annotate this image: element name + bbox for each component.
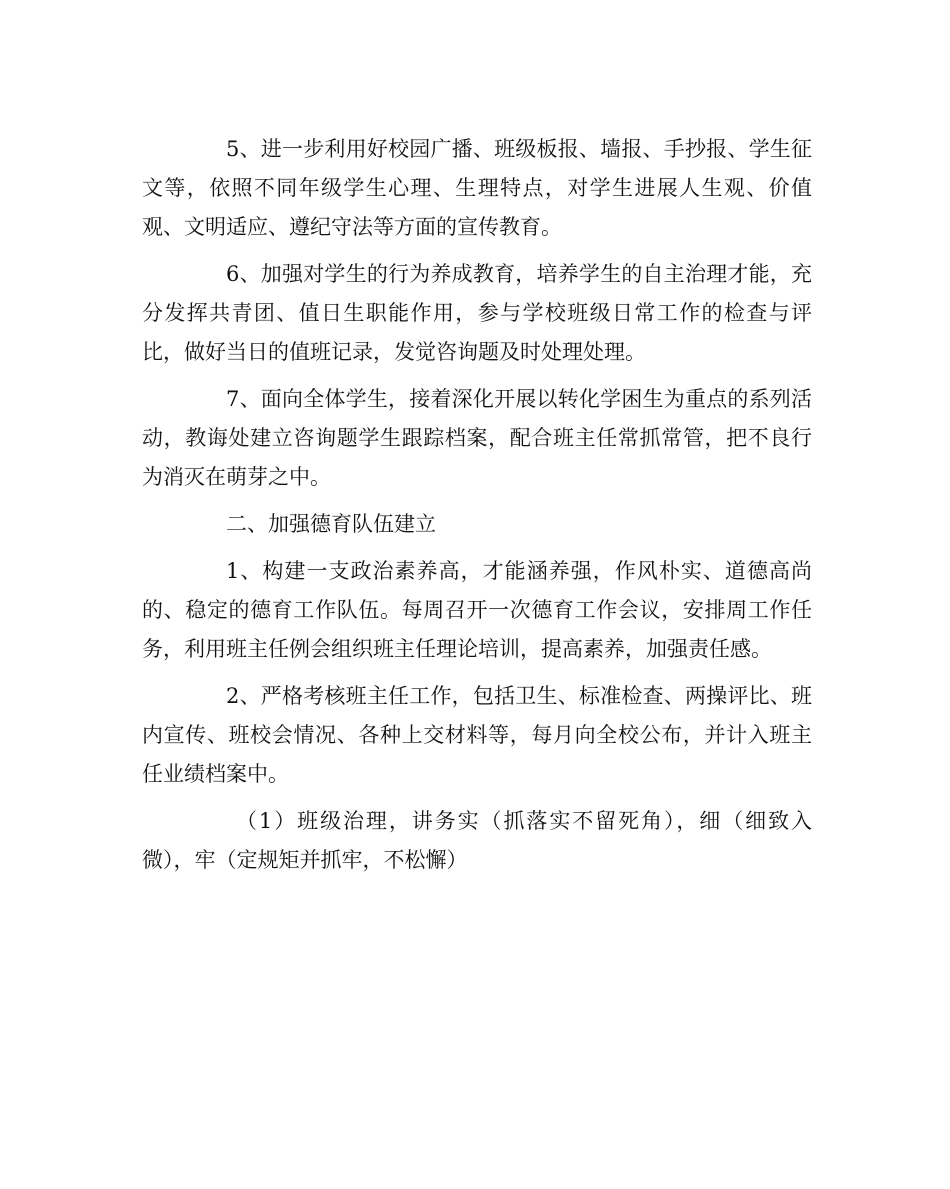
paragraph-item-6: 6、加强对学生的行为养成教育，培养学生的自主治理才能，充分发挥共青团、值日生职能作用，参与学校班级日常工作的检查与评比，做好当日的值班记录，发觉咨询题及时处理处理。 [142, 262, 812, 364]
paragraph-item-7: 7、面向全体学生，接着深化开展以转化学困生为重点的系列活动，教诲处建立咨询题学生跟踪档案，配合班主任常抓常管，把不良行为消灭在萌芽之中。 [142, 387, 812, 489]
paragraph-item-1: 1、构建一支政治素养高，才能涵养强，作风朴实、道德高尚的、稳定的德育工作队伍。每周召开一次德育工作会议，安排周工作任务，利用班主任例会组织班主任理论培训，提高素养，加强责任感。 [142, 559, 812, 661]
document-body [142, 130, 812, 888]
paragraph-item-5: 5、进一步利用好校园广播、班级板报、墙报、手抄报、学生征文等，依照不同年级学生心理、生理特点，对学生进展人生观、价值观、文明适应、遵纪守法等方面的宣传教育。 [142, 137, 812, 239]
paragraph-subitem-1: （1）班级治理，讲务实（抓落实不留死角），细（细致入微），牢（定规矩并抓牢，不松懈） [142, 809, 812, 872]
section-heading: 二、加强德育队伍建立 [226, 512, 436, 536]
paragraph-item-2: 2、严格考核班主任工作，包括卫生、标准检查、两操评比、班内宣传、班校会情况、各种上交材料等，每月向全校公布，并计入班主任业绩档案中。 [142, 684, 812, 786]
